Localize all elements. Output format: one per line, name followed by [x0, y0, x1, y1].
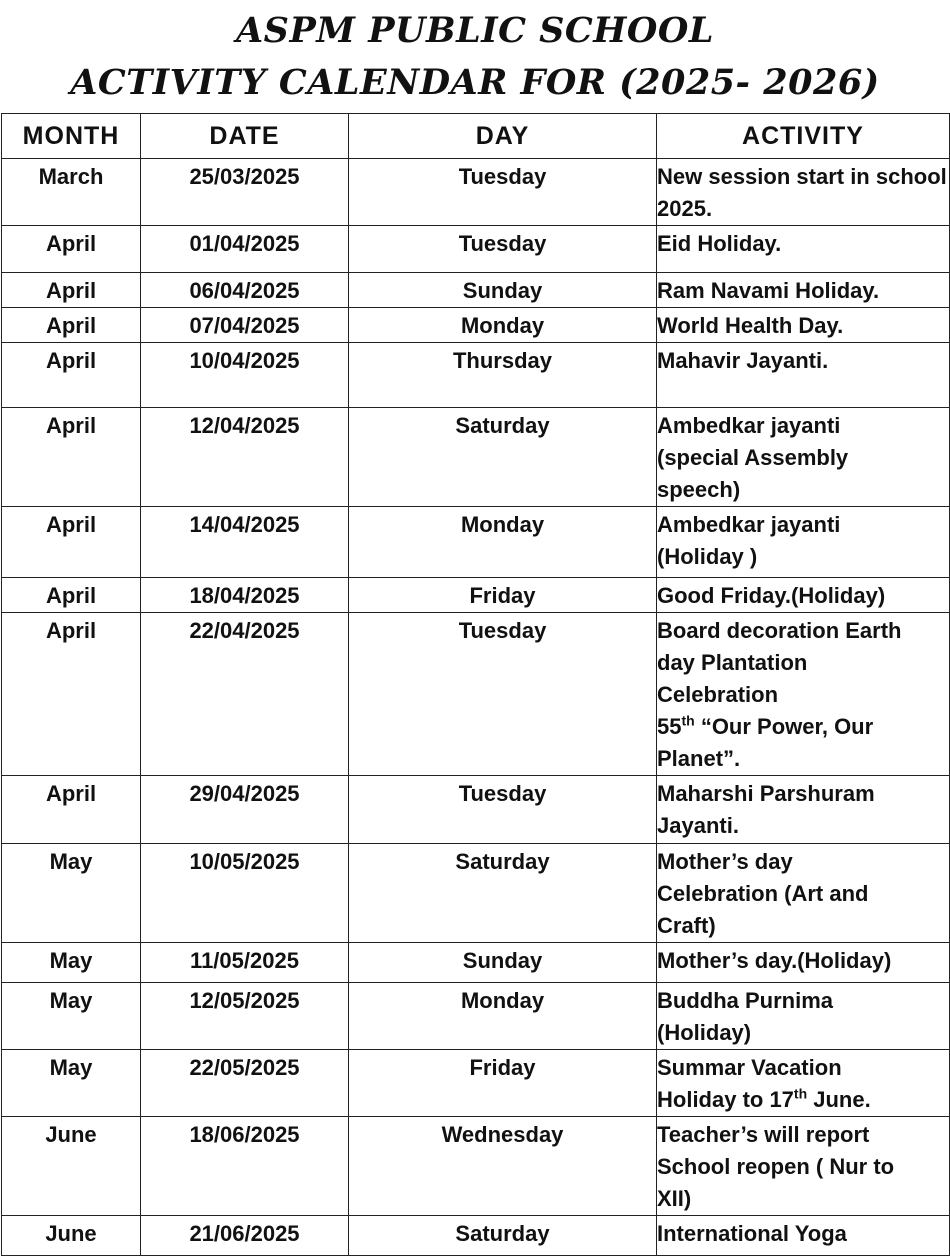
header-day: DAY	[349, 114, 657, 159]
cell-activity: Eid Holiday.	[657, 226, 950, 273]
cell-month: June	[2, 1117, 141, 1216]
cell-day: Friday	[349, 1050, 657, 1117]
cell-day: Monday	[349, 308, 657, 343]
cell-day: Saturday	[349, 1216, 657, 1256]
cell-date: 29/04/2025	[141, 776, 349, 844]
cell-activity: Mahavir Jayanti.	[657, 343, 950, 408]
school-name: ASPM PUBLIC SCHOOL	[236, 10, 714, 51]
table-row	[2, 578, 950, 613]
header-date: DATE	[141, 114, 349, 159]
cell-date: 07/04/2025	[141, 308, 349, 343]
cell-month: April	[2, 226, 141, 273]
cell-month: May	[2, 1050, 141, 1117]
header-activity: ACTIVITY	[657, 114, 950, 159]
ordinal-suffix: th	[681, 712, 695, 729]
cell-month: April	[2, 578, 141, 613]
cell-day: Saturday	[349, 408, 657, 507]
cell-month: April	[2, 343, 141, 408]
cell-activity: Ambedkar jayanti (special Assembly speech)	[657, 408, 950, 507]
table-row	[2, 159, 950, 226]
cell-month: June	[2, 1216, 141, 1256]
table-row	[2, 943, 950, 983]
cell-date: 22/04/2025	[141, 613, 349, 776]
cell-date: 11/05/2025	[141, 943, 349, 983]
cell-day: Friday	[349, 578, 657, 613]
cell-month: April	[2, 273, 141, 308]
calendar-title: ACTIVITY CALENDAR FOR (2025- 2026)	[70, 62, 880, 103]
cell-date: 18/04/2025	[141, 578, 349, 613]
table-row	[2, 1050, 950, 1117]
activity-text: June.	[807, 1087, 871, 1112]
table-row	[2, 408, 950, 507]
cell-date: 14/04/2025	[141, 507, 349, 578]
table-row	[2, 507, 950, 578]
cell-day: Sunday	[349, 273, 657, 308]
table-row	[2, 1216, 950, 1256]
cell-activity: Teacher’s will report School reopen ( Nur to XII)	[657, 1117, 950, 1216]
activity-calendar-table	[1, 113, 950, 1256]
table-header-row	[2, 114, 950, 159]
table-row	[2, 226, 950, 273]
table-row	[2, 983, 950, 1050]
table-row	[2, 343, 950, 408]
activity-text: Board decoration Earth day Plantation Celebration 55	[657, 618, 902, 739]
cell-activity: Ambedkar jayanti (Holiday )	[657, 507, 950, 578]
cell-month: April	[2, 613, 141, 776]
table-row	[2, 273, 950, 308]
cell-month: May	[2, 844, 141, 943]
cell-date: 10/05/2025	[141, 844, 349, 943]
table-row	[2, 1117, 950, 1216]
cell-activity: Buddha Purnima (Holiday)	[657, 983, 950, 1050]
cell-month: March	[2, 159, 141, 226]
cell-day: Wednesday	[349, 1117, 657, 1216]
cell-date: 12/05/2025	[141, 983, 349, 1050]
cell-date: 01/04/2025	[141, 226, 349, 273]
cell-date: 06/04/2025	[141, 273, 349, 308]
cell-month: May	[2, 983, 141, 1050]
table-row	[2, 844, 950, 943]
cell-date: 25/03/2025	[141, 159, 349, 226]
cell-day: Monday	[349, 983, 657, 1050]
cell-date: 18/06/2025	[141, 1117, 349, 1216]
table-row	[2, 613, 950, 776]
cell-activity: Ram Navami Holiday.	[657, 273, 950, 308]
table-row	[2, 308, 950, 343]
cell-day: Tuesday	[349, 159, 657, 226]
cell-day: Tuesday	[349, 226, 657, 273]
cell-date: 21/06/2025	[141, 1216, 349, 1256]
cell-day: Tuesday	[349, 613, 657, 776]
table-row	[2, 776, 950, 844]
cell-activity	[657, 613, 950, 776]
cell-month: April	[2, 776, 141, 844]
cell-activity: Good Friday.(Holiday)	[657, 578, 950, 613]
cell-activity: Mother’s day Celebration (Art and Craft)	[657, 844, 950, 943]
cell-day: Thursday	[349, 343, 657, 408]
cell-day: Saturday	[349, 844, 657, 943]
cell-month: April	[2, 308, 141, 343]
cell-month: May	[2, 943, 141, 983]
cell-month: April	[2, 408, 141, 507]
cell-activity: Mother’s day.(Holiday)	[657, 943, 950, 983]
cell-date: 10/04/2025	[141, 343, 349, 408]
cell-activity: New session start in school 2025.	[657, 159, 950, 226]
cell-activity: International Yoga	[657, 1216, 950, 1256]
cell-date: 12/04/2025	[141, 408, 349, 507]
ordinal-suffix: th	[793, 1085, 808, 1102]
cell-day: Monday	[349, 507, 657, 578]
cell-date: 22/05/2025	[141, 1050, 349, 1117]
activity-text: Summar Vacation Holiday to 17	[657, 1055, 842, 1112]
cell-activity	[657, 1050, 950, 1117]
cell-activity: Maharshi Parshuram Jayanti.	[657, 776, 950, 844]
cell-day: Tuesday	[349, 776, 657, 844]
activity-text: “Our Power, Our Planet”.	[657, 714, 874, 771]
cell-month: April	[2, 507, 141, 578]
cell-day: Sunday	[349, 943, 657, 983]
header-month: MONTH	[2, 114, 141, 159]
cell-activity: World Health Day.	[657, 308, 950, 343]
